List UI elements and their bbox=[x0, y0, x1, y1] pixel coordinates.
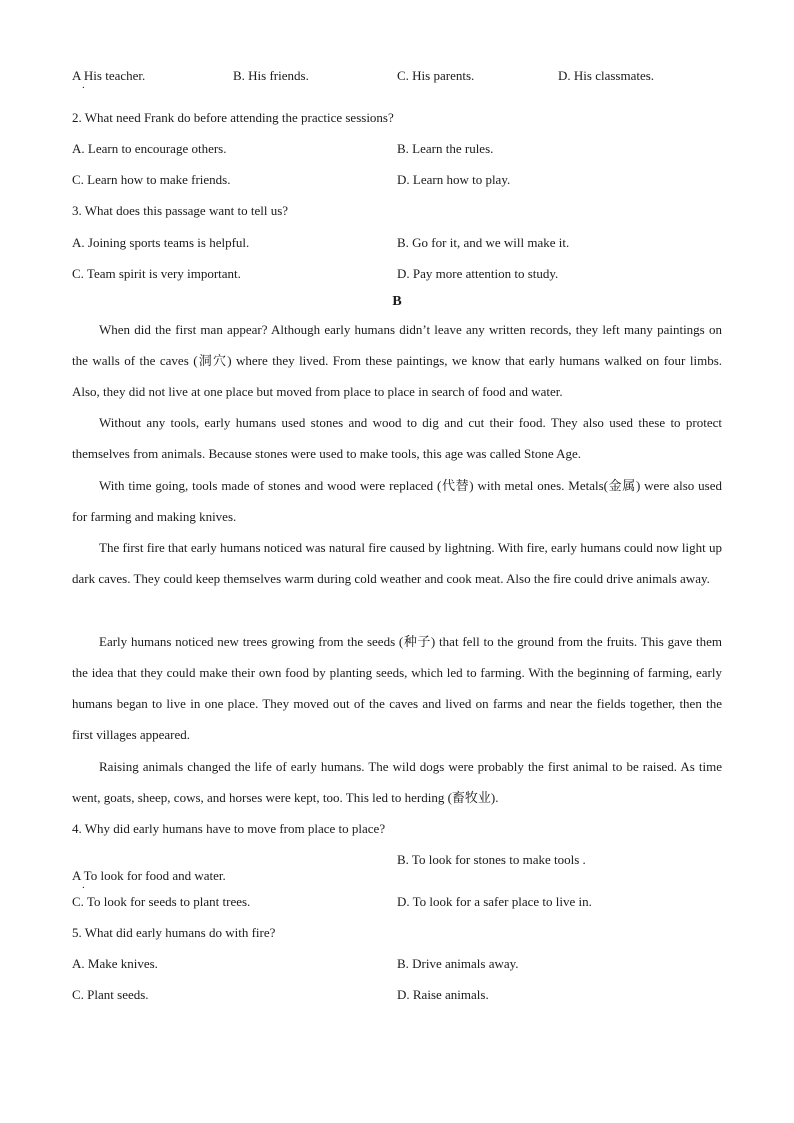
q1-option-c[interactable]: C. His parents. bbox=[397, 68, 475, 83]
q3-option-d[interactable]: D. Pay more attention to study. bbox=[397, 266, 559, 281]
q2-option-c[interactable]: C. Learn how to make friends. bbox=[72, 172, 231, 187]
section-b-title: B bbox=[392, 294, 402, 309]
q4-question: 4. Why did early humans have to move from place to place? bbox=[72, 821, 386, 836]
q5-option-a[interactable]: A. Make knives. bbox=[72, 956, 158, 971]
q3-question: 3. What does this passage want to tell us? bbox=[72, 203, 289, 218]
passage-paragraph-4: The first fire that early humans noticed was natural fire caused by lightning. With fire, early humans could now light up dark caves. They could keep themselves warm during cold weather and cook meat. Also the fire could drive animals away. bbox=[72, 540, 722, 586]
q2-question: 2. What need Frank do before attending the practice sessions? bbox=[72, 110, 394, 125]
q4-option-a[interactable]: A To look for food and water. . bbox=[72, 868, 794, 884]
passage-paragraph-3: With time going, tools made of stones and wood were replaced (代替) with metal ones. Metals(金属) were also used for farming and making knives. bbox=[72, 478, 722, 524]
passage-paragraph-1: When did the first man appear? Although early humans didn’t leave any written records, they left many paintings on the walls of the caves (洞穴) where they lived. From these paintings, we know that early humans walked on four limbs. Also, they did not live at one place but moved from place to place in search of food and water. bbox=[72, 322, 722, 399]
q3-option-c[interactable]: C. Team spirit is very important. bbox=[72, 266, 241, 281]
q2-option-b[interactable]: B. Learn the rules. bbox=[397, 141, 494, 156]
q5-option-c[interactable]: C. Plant seeds. bbox=[72, 987, 149, 1002]
q5-question: 5. What did early humans do with fire? bbox=[72, 925, 276, 940]
passage-paragraph-2: Without any tools, early humans used stones and wood to dig and cut their food. They also used these to protect themselves from animals. Because stones were used to make tools, this age was called Stone Age. bbox=[72, 415, 722, 461]
q2-option-d[interactable]: D. Learn how to play. bbox=[397, 172, 511, 187]
passage-paragraph-5: Early humans noticed new trees growing from the seeds (种子) that fell to the ground from the fruits. This gave them the idea that they could make their own food by planting seeds, which led to farming. With the beginning of farming, early humans began to live in one place. They moved out of the caves and lived on farms and near the fields together, then the first villages appeared. bbox=[72, 634, 722, 742]
q3-option-b[interactable]: B. Go for it, and we will make it. bbox=[397, 235, 570, 250]
passage-paragraph-6: Raising animals changed the life of early humans. The wild dogs were probably the first animal to be raised. As time went, goats, sheep, cows, and horses were kept, too. This led to herding (畜牧业). bbox=[72, 759, 722, 805]
q3-option-a[interactable]: A. Joining sports teams is helpful. bbox=[72, 235, 250, 250]
q4-option-d[interactable]: D. To look for a safer place to live in. bbox=[397, 894, 592, 909]
q1-option-a[interactable]: A His teacher. . bbox=[72, 68, 794, 84]
q4-option-b[interactable]: B. To look for stones to make tools . bbox=[397, 852, 586, 867]
q5-option-b[interactable]: B. Drive animals away. bbox=[397, 956, 519, 971]
q4-option-c[interactable]: C. To look for seeds to plant trees. bbox=[72, 894, 251, 909]
q5-option-d[interactable]: D. Raise animals. bbox=[397, 987, 489, 1002]
q1-option-b[interactable]: B. His friends. bbox=[233, 68, 309, 83]
q2-option-a[interactable]: A. Learn to encourage others. bbox=[72, 141, 227, 156]
q1-option-d[interactable]: D. His classmates. bbox=[558, 68, 655, 83]
